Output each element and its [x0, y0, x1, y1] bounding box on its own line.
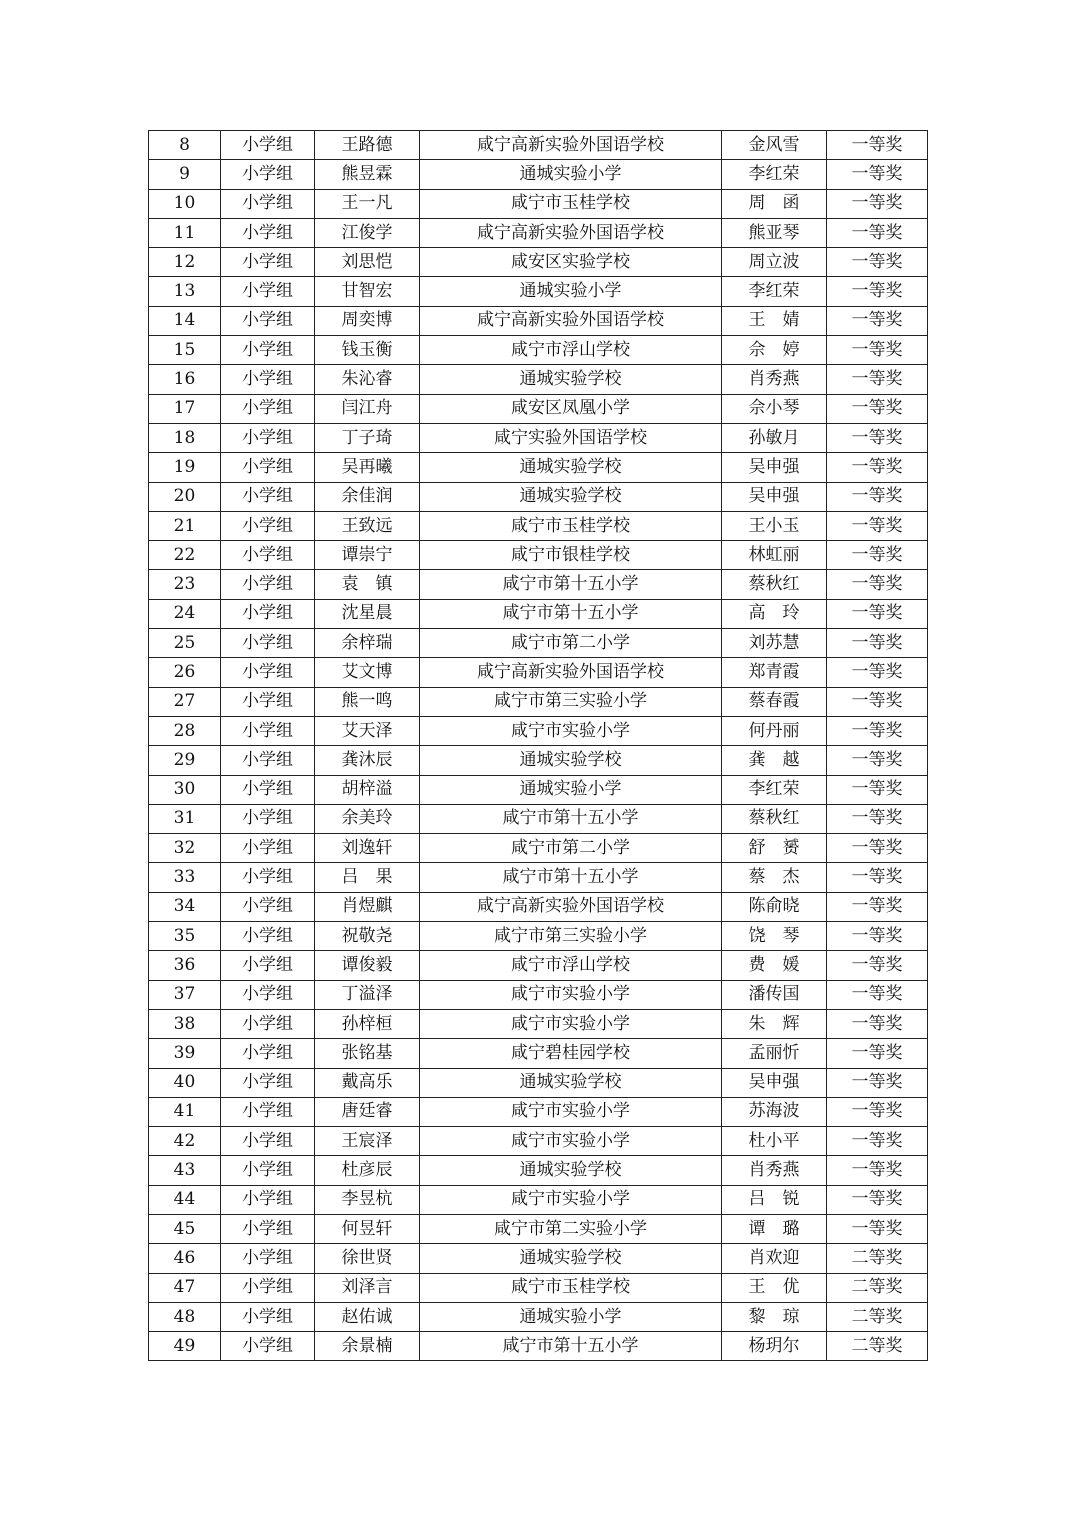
- row-number-cell: 42: [149, 1127, 221, 1156]
- row-number-cell: 35: [149, 922, 221, 951]
- award-cell: 一等奖: [827, 1009, 928, 1038]
- row-number-cell: 18: [149, 423, 221, 452]
- teacher-cell: 吴申强: [722, 1068, 827, 1097]
- school-cell: 咸宁市第三实验小学: [420, 922, 722, 951]
- teacher-cell: 杜小平: [722, 1127, 827, 1156]
- row-number-cell: 45: [149, 1214, 221, 1243]
- teacher-cell: 周 函: [722, 189, 827, 218]
- group-cell: 小学组: [221, 1214, 315, 1243]
- student-name-cell: 龚沐辰: [315, 746, 420, 775]
- teacher-cell: 吕 锐: [722, 1185, 827, 1214]
- group-cell: 小学组: [221, 131, 315, 160]
- award-cell: 一等奖: [827, 1156, 928, 1185]
- teacher-cell: 杨玥尔: [722, 1332, 827, 1361]
- award-cell: 一等奖: [827, 658, 928, 687]
- table-row: [149, 365, 928, 394]
- table-row: [149, 863, 928, 892]
- school-cell: 咸宁市银桂学校: [420, 541, 722, 570]
- table-row: [149, 453, 928, 482]
- row-number-cell: 49: [149, 1332, 221, 1361]
- teacher-cell: 舒 赟: [722, 834, 827, 863]
- student-name-cell: 胡梓溢: [315, 775, 420, 804]
- school-cell: 通城实验学校: [420, 482, 722, 511]
- group-cell: 小学组: [221, 248, 315, 277]
- school-cell: 通城实验学校: [420, 453, 722, 482]
- teacher-cell: 蔡 杰: [722, 863, 827, 892]
- teacher-cell: 苏海波: [722, 1097, 827, 1126]
- row-number-cell: 17: [149, 394, 221, 423]
- school-cell: 通城实验学校: [420, 1068, 722, 1097]
- row-number-cell: 39: [149, 1039, 221, 1068]
- award-cell: 一等奖: [827, 248, 928, 277]
- group-cell: 小学组: [221, 658, 315, 687]
- teacher-cell: 蔡秋红: [722, 804, 827, 833]
- table-row: [149, 1127, 928, 1156]
- award-cell: 一等奖: [827, 511, 928, 540]
- row-number-cell: 30: [149, 775, 221, 804]
- teacher-cell: 何丹丽: [722, 716, 827, 745]
- teacher-cell: 林虹丽: [722, 541, 827, 570]
- school-cell: 咸宁市实验小学: [420, 716, 722, 745]
- school-cell: 咸宁市第二实验小学: [420, 1214, 722, 1243]
- award-cell: 一等奖: [827, 1097, 928, 1126]
- row-number-cell: 23: [149, 570, 221, 599]
- table-row: [149, 131, 928, 160]
- teacher-cell: 蔡秋红: [722, 570, 827, 599]
- table-row: [149, 1097, 928, 1126]
- award-cell: 二等奖: [827, 1332, 928, 1361]
- student-name-cell: 江俊学: [315, 218, 420, 247]
- table-row: [149, 511, 928, 540]
- student-name-cell: 吕 果: [315, 863, 420, 892]
- award-cell: 一等奖: [827, 394, 928, 423]
- table-row: [149, 394, 928, 423]
- award-table-body: [149, 131, 928, 1361]
- award-cell: 一等奖: [827, 892, 928, 921]
- table-row: [149, 482, 928, 511]
- group-cell: 小学组: [221, 365, 315, 394]
- row-number-cell: 10: [149, 189, 221, 218]
- student-name-cell: 熊昱霖: [315, 160, 420, 189]
- school-cell: 咸宁高新实验外国语学校: [420, 892, 722, 921]
- teacher-cell: 李红荣: [722, 775, 827, 804]
- award-cell: 二等奖: [827, 1273, 928, 1302]
- student-name-cell: 余美玲: [315, 804, 420, 833]
- student-name-cell: 徐世贤: [315, 1244, 420, 1273]
- teacher-cell: 蔡春霞: [722, 687, 827, 716]
- group-cell: 小学组: [221, 423, 315, 452]
- award-cell: 一等奖: [827, 160, 928, 189]
- row-number-cell: 15: [149, 336, 221, 365]
- school-cell: 咸宁市玉桂学校: [420, 1273, 722, 1302]
- award-cell: 一等奖: [827, 1214, 928, 1243]
- school-cell: 通城实验学校: [420, 1156, 722, 1185]
- student-name-cell: 王一凡: [315, 189, 420, 218]
- student-name-cell: 闫江舟: [315, 394, 420, 423]
- row-number-cell: 26: [149, 658, 221, 687]
- award-cell: 一等奖: [827, 277, 928, 306]
- table-row: [149, 629, 928, 658]
- row-number-cell: 48: [149, 1302, 221, 1331]
- table-row: [149, 658, 928, 687]
- school-cell: 咸宁市浮山学校: [420, 951, 722, 980]
- table-row: [149, 1156, 928, 1185]
- school-cell: 咸安区实验学校: [420, 248, 722, 277]
- row-number-cell: 41: [149, 1097, 221, 1126]
- row-number-cell: 27: [149, 687, 221, 716]
- student-name-cell: 丁子琦: [315, 423, 420, 452]
- student-name-cell: 肖煜麒: [315, 892, 420, 921]
- teacher-cell: 高 玲: [722, 599, 827, 628]
- group-cell: 小学组: [221, 570, 315, 599]
- row-number-cell: 20: [149, 482, 221, 511]
- award-cell: 二等奖: [827, 1302, 928, 1331]
- table-row: [149, 306, 928, 335]
- teacher-cell: 吴申强: [722, 453, 827, 482]
- award-cell: 一等奖: [827, 629, 928, 658]
- teacher-cell: 饶 琴: [722, 922, 827, 951]
- teacher-cell: 熊亚琴: [722, 218, 827, 247]
- group-cell: 小学组: [221, 1156, 315, 1185]
- student-name-cell: 孙梓桓: [315, 1009, 420, 1038]
- school-cell: 咸宁市第十五小学: [420, 1332, 722, 1361]
- group-cell: 小学组: [221, 1244, 315, 1273]
- teacher-cell: 陈俞晓: [722, 892, 827, 921]
- award-cell: 一等奖: [827, 570, 928, 599]
- teacher-cell: 刘苏慧: [722, 629, 827, 658]
- teacher-cell: 李红荣: [722, 160, 827, 189]
- student-name-cell: 赵佑诚: [315, 1302, 420, 1331]
- teacher-cell: 孟丽忻: [722, 1039, 827, 1068]
- teacher-cell: 黎 琼: [722, 1302, 827, 1331]
- school-cell: 咸宁高新实验外国语学校: [420, 306, 722, 335]
- row-number-cell: 43: [149, 1156, 221, 1185]
- award-cell: 一等奖: [827, 131, 928, 160]
- award-cell: 一等奖: [827, 218, 928, 247]
- row-number-cell: 40: [149, 1068, 221, 1097]
- school-cell: 通城实验学校: [420, 365, 722, 394]
- table-row: [149, 1244, 928, 1273]
- teacher-cell: 王小玉: [722, 511, 827, 540]
- row-number-cell: 32: [149, 834, 221, 863]
- award-cell: 一等奖: [827, 980, 928, 1009]
- award-cell: 一等奖: [827, 541, 928, 570]
- row-number-cell: 9: [149, 160, 221, 189]
- student-name-cell: 朱沁睿: [315, 365, 420, 394]
- teacher-cell: 孙敏月: [722, 423, 827, 452]
- table-row: [149, 248, 928, 277]
- teacher-cell: 金风雪: [722, 131, 827, 160]
- student-name-cell: 王宸泽: [315, 1127, 420, 1156]
- teacher-cell: 谭 璐: [722, 1214, 827, 1243]
- school-cell: 咸宁市玉桂学校: [420, 189, 722, 218]
- table-row: [149, 687, 928, 716]
- row-number-cell: 21: [149, 511, 221, 540]
- award-table: [148, 130, 928, 1361]
- table-row: [149, 1214, 928, 1243]
- teacher-cell: 李红荣: [722, 277, 827, 306]
- student-name-cell: 刘泽言: [315, 1273, 420, 1302]
- student-name-cell: 余景楠: [315, 1332, 420, 1361]
- school-cell: 咸宁市第二小学: [420, 629, 722, 658]
- school-cell: 通城实验小学: [420, 1302, 722, 1331]
- table-row: [149, 277, 928, 306]
- row-number-cell: 16: [149, 365, 221, 394]
- student-name-cell: 艾文博: [315, 658, 420, 687]
- table-row: [149, 218, 928, 247]
- award-cell: 一等奖: [827, 863, 928, 892]
- student-name-cell: 刘逸轩: [315, 834, 420, 863]
- table-row: [149, 1185, 928, 1214]
- group-cell: 小学组: [221, 1302, 315, 1331]
- group-cell: 小学组: [221, 863, 315, 892]
- group-cell: 小学组: [221, 306, 315, 335]
- award-cell: 一等奖: [827, 365, 928, 394]
- school-cell: 咸宁市第十五小学: [420, 863, 722, 892]
- row-number-cell: 37: [149, 980, 221, 1009]
- row-number-cell: 47: [149, 1273, 221, 1302]
- teacher-cell: 王 优: [722, 1273, 827, 1302]
- group-cell: 小学组: [221, 687, 315, 716]
- award-cell: 一等奖: [827, 1039, 928, 1068]
- group-cell: 小学组: [221, 892, 315, 921]
- group-cell: 小学组: [221, 218, 315, 247]
- student-name-cell: 何昱轩: [315, 1214, 420, 1243]
- school-cell: 咸宁实验外国语学校: [420, 423, 722, 452]
- teacher-cell: 吴申强: [722, 482, 827, 511]
- school-cell: 咸安区凤凰小学: [420, 394, 722, 423]
- row-number-cell: 11: [149, 218, 221, 247]
- group-cell: 小学组: [221, 951, 315, 980]
- group-cell: 小学组: [221, 775, 315, 804]
- row-number-cell: 29: [149, 746, 221, 775]
- student-name-cell: 袁 镇: [315, 570, 420, 599]
- award-cell: 一等奖: [827, 1185, 928, 1214]
- award-cell: 一等奖: [827, 687, 928, 716]
- teacher-cell: 王 婧: [722, 306, 827, 335]
- group-cell: 小学组: [221, 277, 315, 306]
- award-cell: 一等奖: [827, 716, 928, 745]
- group-cell: 小学组: [221, 1273, 315, 1302]
- group-cell: 小学组: [221, 394, 315, 423]
- row-number-cell: 46: [149, 1244, 221, 1273]
- teacher-cell: 朱 辉: [722, 1009, 827, 1038]
- school-cell: 咸宁市实验小学: [420, 1127, 722, 1156]
- table-row: [149, 1068, 928, 1097]
- document-page: [148, 130, 927, 1361]
- row-number-cell: 28: [149, 716, 221, 745]
- row-number-cell: 25: [149, 629, 221, 658]
- group-cell: 小学组: [221, 1332, 315, 1361]
- student-name-cell: 艾天泽: [315, 716, 420, 745]
- school-cell: 咸宁高新实验外国语学校: [420, 131, 722, 160]
- student-name-cell: 李昱杭: [315, 1185, 420, 1214]
- table-row: [149, 1332, 928, 1361]
- table-row: [149, 892, 928, 921]
- school-cell: 咸宁市浮山学校: [420, 336, 722, 365]
- teacher-cell: 肖秀燕: [722, 1156, 827, 1185]
- group-cell: 小学组: [221, 453, 315, 482]
- student-name-cell: 祝敬尧: [315, 922, 420, 951]
- award-cell: 一等奖: [827, 1127, 928, 1156]
- school-cell: 咸宁市实验小学: [420, 1009, 722, 1038]
- student-name-cell: 杜彦辰: [315, 1156, 420, 1185]
- table-row: [149, 804, 928, 833]
- row-number-cell: 33: [149, 863, 221, 892]
- award-cell: 一等奖: [827, 1068, 928, 1097]
- table-row: [149, 1009, 928, 1038]
- award-cell: 一等奖: [827, 922, 928, 951]
- row-number-cell: 14: [149, 306, 221, 335]
- award-cell: 一等奖: [827, 423, 928, 452]
- award-cell: 一等奖: [827, 804, 928, 833]
- award-cell: 一等奖: [827, 482, 928, 511]
- student-name-cell: 唐廷睿: [315, 1097, 420, 1126]
- table-row: [149, 1273, 928, 1302]
- table-row: [149, 599, 928, 628]
- teacher-cell: 周立波: [722, 248, 827, 277]
- row-number-cell: 13: [149, 277, 221, 306]
- student-name-cell: 余佳润: [315, 482, 420, 511]
- student-name-cell: 吴再曦: [315, 453, 420, 482]
- group-cell: 小学组: [221, 511, 315, 540]
- student-name-cell: 戴高乐: [315, 1068, 420, 1097]
- student-name-cell: 张铭基: [315, 1039, 420, 1068]
- student-name-cell: 熊一鸣: [315, 687, 420, 716]
- school-cell: 咸宁碧桂园学校: [420, 1039, 722, 1068]
- teacher-cell: 潘传国: [722, 980, 827, 1009]
- table-row: [149, 980, 928, 1009]
- award-cell: 一等奖: [827, 453, 928, 482]
- student-name-cell: 谭俊毅: [315, 951, 420, 980]
- school-cell: 咸宁市实验小学: [420, 1185, 722, 1214]
- table-row: [149, 922, 928, 951]
- table-row: [149, 160, 928, 189]
- teacher-cell: 佘 婷: [722, 336, 827, 365]
- award-cell: 一等奖: [827, 336, 928, 365]
- table-row: [149, 336, 928, 365]
- teacher-cell: 肖秀燕: [722, 365, 827, 394]
- group-cell: 小学组: [221, 922, 315, 951]
- group-cell: 小学组: [221, 980, 315, 1009]
- row-number-cell: 31: [149, 804, 221, 833]
- school-cell: 咸宁市第三实验小学: [420, 687, 722, 716]
- school-cell: 咸宁市第十五小学: [420, 570, 722, 599]
- school-cell: 通城实验学校: [420, 1244, 722, 1273]
- award-cell: 一等奖: [827, 951, 928, 980]
- teacher-cell: 肖欢迎: [722, 1244, 827, 1273]
- row-number-cell: 34: [149, 892, 221, 921]
- group-cell: 小学组: [221, 746, 315, 775]
- award-cell: 一等奖: [827, 834, 928, 863]
- table-row: [149, 746, 928, 775]
- group-cell: 小学组: [221, 629, 315, 658]
- school-cell: 咸宁高新实验外国语学校: [420, 218, 722, 247]
- school-cell: 咸宁市实验小学: [420, 980, 722, 1009]
- row-number-cell: 36: [149, 951, 221, 980]
- group-cell: 小学组: [221, 1039, 315, 1068]
- school-cell: 咸宁市第二小学: [420, 834, 722, 863]
- row-number-cell: 8: [149, 131, 221, 160]
- row-number-cell: 24: [149, 599, 221, 628]
- group-cell: 小学组: [221, 541, 315, 570]
- teacher-cell: 佘小琴: [722, 394, 827, 423]
- table-row: [149, 189, 928, 218]
- group-cell: 小学组: [221, 160, 315, 189]
- award-cell: 二等奖: [827, 1244, 928, 1273]
- school-cell: 通城实验学校: [420, 746, 722, 775]
- student-name-cell: 王致远: [315, 511, 420, 540]
- table-row: [149, 1039, 928, 1068]
- table-row: [149, 570, 928, 599]
- award-cell: 一等奖: [827, 775, 928, 804]
- table-row: [149, 423, 928, 452]
- student-name-cell: 周奕博: [315, 306, 420, 335]
- school-cell: 通城实验小学: [420, 775, 722, 804]
- group-cell: 小学组: [221, 834, 315, 863]
- student-name-cell: 王路德: [315, 131, 420, 160]
- school-cell: 通城实验小学: [420, 160, 722, 189]
- teacher-cell: 费 媛: [722, 951, 827, 980]
- group-cell: 小学组: [221, 1009, 315, 1038]
- group-cell: 小学组: [221, 189, 315, 218]
- award-cell: 一等奖: [827, 189, 928, 218]
- school-cell: 咸宁市第十五小学: [420, 804, 722, 833]
- student-name-cell: 谭崇宁: [315, 541, 420, 570]
- school-cell: 咸宁市第十五小学: [420, 599, 722, 628]
- student-name-cell: 刘思恺: [315, 248, 420, 277]
- row-number-cell: 44: [149, 1185, 221, 1214]
- row-number-cell: 38: [149, 1009, 221, 1038]
- group-cell: 小学组: [221, 1185, 315, 1214]
- school-cell: 通城实验小学: [420, 277, 722, 306]
- group-cell: 小学组: [221, 482, 315, 511]
- row-number-cell: 22: [149, 541, 221, 570]
- group-cell: 小学组: [221, 599, 315, 628]
- award-cell: 一等奖: [827, 599, 928, 628]
- school-cell: 咸宁市玉桂学校: [420, 511, 722, 540]
- student-name-cell: 沈星晨: [315, 599, 420, 628]
- table-row: [149, 775, 928, 804]
- school-cell: 咸宁市实验小学: [420, 1097, 722, 1126]
- table-row: [149, 716, 928, 745]
- table-row: [149, 834, 928, 863]
- table-row: [149, 951, 928, 980]
- row-number-cell: 12: [149, 248, 221, 277]
- group-cell: 小学组: [221, 804, 315, 833]
- student-name-cell: 余梓瑞: [315, 629, 420, 658]
- teacher-cell: 郑青霞: [722, 658, 827, 687]
- group-cell: 小学组: [221, 336, 315, 365]
- group-cell: 小学组: [221, 1068, 315, 1097]
- table-row: [149, 1302, 928, 1331]
- group-cell: 小学组: [221, 1127, 315, 1156]
- student-name-cell: 钱玉衡: [315, 336, 420, 365]
- table-row: [149, 541, 928, 570]
- group-cell: 小学组: [221, 716, 315, 745]
- award-cell: 一等奖: [827, 746, 928, 775]
- school-cell: 咸宁高新实验外国语学校: [420, 658, 722, 687]
- student-name-cell: 丁溢泽: [315, 980, 420, 1009]
- row-number-cell: 19: [149, 453, 221, 482]
- student-name-cell: 甘智宏: [315, 277, 420, 306]
- award-cell: 一等奖: [827, 306, 928, 335]
- group-cell: 小学组: [221, 1097, 315, 1126]
- teacher-cell: 龚 越: [722, 746, 827, 775]
